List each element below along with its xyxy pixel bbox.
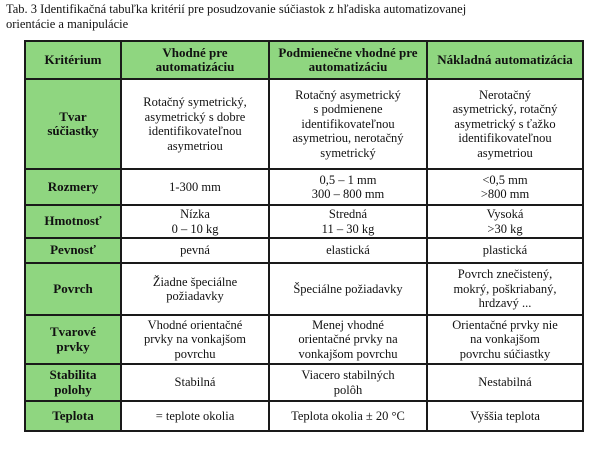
table-row-strength xyxy=(25,238,583,263)
cell-suitable xyxy=(121,169,269,205)
cell-line: prvky na vonkajšom xyxy=(143,332,247,347)
cell-costly xyxy=(427,263,583,315)
cell-line: Pevnosť xyxy=(50,242,96,258)
table-row-shape xyxy=(25,79,583,169)
cell-line: 0 – 10 kg xyxy=(171,221,219,236)
cell-line: asymetriou xyxy=(477,145,533,160)
cell-costly xyxy=(427,169,583,205)
cell-line: vonkajšom povrchu xyxy=(298,346,398,361)
cell-line: Nestabilná xyxy=(478,375,532,390)
table-header-row xyxy=(25,41,583,79)
cell-line: pevná xyxy=(180,243,210,258)
cell-line: 1-300 mm xyxy=(169,179,221,194)
table-row-weight xyxy=(25,205,583,238)
cell-line: povrchu xyxy=(174,346,216,361)
cell-conditionally-suitable xyxy=(269,79,427,169)
cell-line: 0,5 – 1 mm xyxy=(319,172,377,187)
caption-line-2: orientácie a manipulácie xyxy=(6,17,129,31)
cell-line: Rotačný symetrický, xyxy=(143,95,247,109)
cell-line: elastická xyxy=(326,243,370,258)
table-caption xyxy=(6,2,591,32)
cell-suitable xyxy=(121,364,269,401)
cell-line: Stabilita xyxy=(49,367,97,382)
row-label xyxy=(25,205,121,238)
cell-line: identifikovateľnou xyxy=(458,131,552,146)
cell-line: asymetrický s ťažko xyxy=(454,116,556,131)
header-suitable: Vhodné pre automatizáciu xyxy=(121,41,269,79)
cell-conditionally-suitable xyxy=(269,238,427,263)
row-label xyxy=(25,79,121,169)
cell-costly xyxy=(427,364,583,401)
row-label xyxy=(25,263,121,315)
cell-line: súčiastky xyxy=(47,123,99,138)
cell-line: na vonkajšom xyxy=(470,332,540,347)
cell-line: asymetriou xyxy=(167,138,223,153)
row-label xyxy=(25,315,121,364)
cell-line: Rozmery xyxy=(47,178,99,194)
cell-line: polohy xyxy=(54,381,92,397)
cell-conditionally-suitable xyxy=(269,169,427,205)
cell-line: Stredná xyxy=(328,207,368,221)
cell-line: Teplota okolia ± 20 °C xyxy=(291,408,405,423)
table-row-surface xyxy=(25,263,583,315)
cell-suitable xyxy=(121,205,269,238)
cell-line: Špeciálne požiadavky xyxy=(293,281,403,296)
cell-line: povrchu súčiastky xyxy=(459,346,551,361)
cell-line: asymetrický s dobre xyxy=(144,109,246,124)
cell-suitable xyxy=(121,79,269,169)
cell-suitable xyxy=(121,263,269,315)
cell-line: Povrch xyxy=(53,280,93,296)
cell-line: Tvar xyxy=(59,108,87,124)
cell-line: asymetrický, rotačný xyxy=(452,102,558,117)
cell-conditionally-suitable xyxy=(269,315,427,364)
cell-line: Rotačný asymetrický xyxy=(295,87,401,102)
cell-line: 11 – 30 kg xyxy=(321,221,375,236)
criteria-table xyxy=(24,40,584,432)
row-label xyxy=(25,364,121,401)
cell-line: Nerotačný xyxy=(478,87,532,102)
cell-suitable xyxy=(121,315,269,364)
table-row-dimensions xyxy=(25,169,583,205)
cell-conditionally-suitable xyxy=(269,205,427,238)
cell-line: Vhodné orientačné xyxy=(147,317,243,332)
cell-costly xyxy=(427,79,583,169)
cell-line: Povrch znečistený, xyxy=(457,267,553,282)
cell-line: Hmotnosť xyxy=(44,213,102,229)
cell-line: <0,5 mm xyxy=(482,172,528,187)
cell-line: Žiadne špeciálne xyxy=(152,274,238,289)
cell-line: Vyššia teplota xyxy=(470,408,540,423)
table-row-temperature xyxy=(25,401,583,431)
cell-conditionally-suitable xyxy=(269,263,427,315)
cell-costly xyxy=(427,238,583,263)
cell-line: >800 mm xyxy=(480,187,530,201)
header-conditionally-suitable: Podmienečne vhodné pre automatizáciu xyxy=(269,41,427,79)
cell-conditionally-suitable xyxy=(269,401,427,431)
cell-costly xyxy=(427,205,583,238)
cell-line: prvky xyxy=(56,338,90,354)
cell-line: orientačné prvky na xyxy=(298,332,398,347)
cell-line: plastická xyxy=(482,243,528,258)
cell-line: mokrý, poškriabaný, xyxy=(453,281,557,296)
cell-conditionally-suitable xyxy=(269,364,427,401)
cell-line: Teplota xyxy=(52,407,94,423)
cell-line: = teplote okolia xyxy=(155,408,235,423)
cell-line: Stabilná xyxy=(174,375,216,390)
cell-line: s podmienene xyxy=(313,102,383,117)
cell-costly xyxy=(427,315,583,364)
cell-line: Tvarové xyxy=(50,324,96,339)
cell-line: asymetriou, nerotačný xyxy=(292,131,404,146)
row-label xyxy=(25,169,121,205)
cell-line: požiadavky xyxy=(166,289,224,303)
table-row-position-stability xyxy=(25,364,583,401)
cell-line: hrdzavý ... xyxy=(478,296,532,311)
cell-line: Vysoká xyxy=(486,207,524,221)
cell-suitable xyxy=(121,238,269,263)
cell-line: Menej vhodné xyxy=(312,317,384,332)
header-criterion: Kritérium xyxy=(25,41,121,79)
cell-line: identifikovateľnou xyxy=(148,124,242,138)
cell-line: 300 – 800 mm xyxy=(311,187,385,201)
cell-line: identifikovateľnou xyxy=(301,116,395,131)
header-costly: Nákladná automatizácia xyxy=(427,41,583,79)
cell-line: symetrický xyxy=(320,145,376,160)
table-row-shape-features xyxy=(25,315,583,364)
cell-line: >30 kg xyxy=(487,221,523,236)
cell-line: Viacero stabilných xyxy=(301,368,395,382)
cell-line: Orientačné prvky nie xyxy=(452,317,558,332)
cell-line: polôh xyxy=(333,382,363,397)
cell-line: Nízka xyxy=(180,207,210,221)
cell-costly xyxy=(427,401,583,431)
row-label xyxy=(25,401,121,431)
cell-suitable xyxy=(121,401,269,431)
row-label xyxy=(25,238,121,263)
caption-line-1: Tab. 3 Identifikačná tabuľka kritérií pre posudzovanie súčiastok z hľadiska automatizovanej xyxy=(6,2,467,16)
